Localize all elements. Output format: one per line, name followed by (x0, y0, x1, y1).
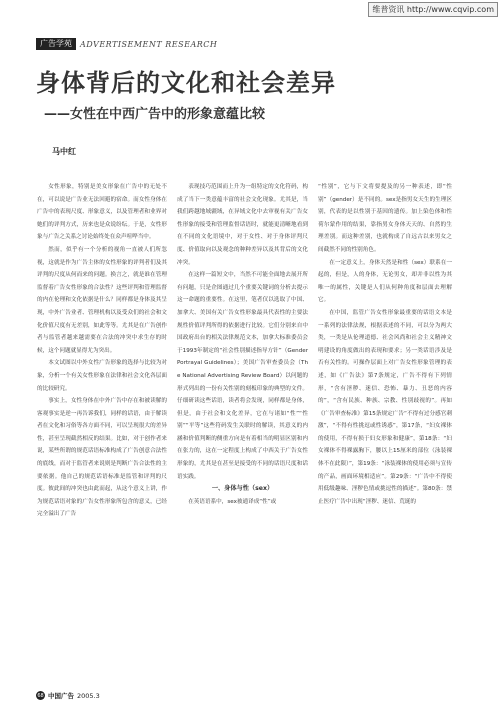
paragraph: 在英语语系中，sex被通译成“性”或 (188, 498, 277, 505)
section-tag: 广告学苑 (36, 38, 76, 50)
article-title: 身体背后的文化和社会差异 (36, 69, 336, 97)
section-english-label: ADVERTISEMENT RESEARCH (80, 39, 218, 49)
section-header (36, 38, 217, 50)
magazine-name: 中国广告 (48, 692, 74, 700)
paragraph: 事实上，女性身体在中外广告中存在和被读解的客观事实是逆一再告诉我们，同样的话语，由于解读者在文化和习俗等各方面不同，可以呈现很大的差异性，甚至呈现截然相反的结果。比如，对于创作者来说，某些所谓的规范话语标准构成了广告创意合法性的底线，而对于监管者来说则是判断广告合法性的主要依据。他自己的规范话语标准是监管和评判的尺度。彼此间的冲突也由此而起，从这个意义上讲，作为规范话语对象的广告女性形象所包含的意义，已经完全溢出了广告 (37, 398, 167, 518)
paragraph: 表现技巧范围而上升为一组特定的文化符码，构成了当下一类意蕴丰富的社会文化现象。尤其是，当我们跨越地域疆域，在异域文化中去审视有关广告女性形象的接受和管理监督话语时，就能更清晰地看到在不同的文化语境中，对于女性、对于身体评判尺度、价值取向以及观念的种种差异以及其背后的文化冲突。 (177, 184, 308, 266)
paragraph: 女性形象，特别是美女形象在广告中的无处不在，可以说是广告业无法回避的宿命。而女性身体在广告中的表现尺度、形象意义，以及管理者和业界对她们的评判方式，历来也是众说纷纭。于是，女性形象与广告之关系之讨论始终处在众声喧哗当中。 (37, 184, 167, 241)
paragraph: 然而，似乎有一个分析的视角一直被人们所忽视，这就是作为广告主体的女性形象的评判者们及其评判的尺度从何而来的问题。换言之，就是谁在管理监督着广告女性形象的合法性？这些评判和管理监督的内在伦理和文化依据是什么？同样都是身体及其呈现，中外广告业者、管理机构以及受众们的社会和文化价值尺度有无差别，如此等等。尤其是在广告创作者与监管者越来越需要在合法的冲突中求生存的时候，这个问题就显得尤为突出。 (37, 246, 167, 354)
author-name: 马中红 (52, 147, 76, 156)
page-footer (36, 691, 100, 700)
text-column-2 (177, 181, 308, 508)
watermark-banner: 维普资讯 http://www.cqvip.com (368, 2, 498, 17)
section-heading: 一、身体与性（sex） (211, 485, 274, 493)
text-column-3 (318, 181, 452, 508)
text-column-1 (37, 181, 167, 521)
paragraph: 在中国，监管广告女性形象最重要的话语文本是一系列的法律法规，根据表述的不同，可以分为两大类，一类是从伦理道德、社会风尚和社会主义精神文明建设的角度做出的表现和要求；另一类话语涉及是否有关性的。可操作层面上对广告女性形象管理的表述，如《广告法》第7条规定，广告不得有下列情形，“含有淫秽、迷信、恐怖、暴力、丑恶的内容的”，“含有民族、种族、宗教、性别歧视的”。再如《广告审查标准》第15条规定广告“不得有过分感官刺激”，“不得有性挑逗或性诱惑”，第17条，“妇女裸体的使用，不得有损于妇女形象和健康”，第18条：“妇女裸体不得裸露胸下，腰以上15厘米的部位（泳装裸体不在此限）”，第19条：“泳装裸体的使用必须与宣传的产品，画面环境相适应”。第29条：“广告中不得使用低级趣味、淫秽色情或挑逗性的描述”。第80条：禁止医疗广告中出现“淫秽、迷信、荒诞的 (318, 309, 452, 505)
page-number: 68 (37, 692, 44, 699)
paragraph: 在一定意义上，身体天然是和性（sex）联系在一起的，但是，人的身体，无论男女，却并非以性为其唯一的属性，关键是人们从何种角度和层面去理解它。 (318, 259, 452, 304)
paragraph: 在这样一篇短文中，当然不可能全面地去展开所有问题，只是企图通过几个重要关键词的分析去提示这一命题的重要性。在这里，笔者仅以选取了中国、加拿大、美国有关广告女性形象最具代表性的主要法规性价值评判所得的依据进行比较。它们分别来自中国政府出台的相关法律规范文本，加拿大标准委员会于1993年制定的“社会性别描述指导方针”（Gender Portrayal Guidelines）；美国广告审查委员会（The National Advertising Review Board）以问题的形式列出的一份有关性别的刻板印象的典型的文件。仔细研读这些话语，读者将会发现，同样都是身体，但是，由于社会和文化差异，它在与诸如“性”“性别”“平等”这些符码发生关联时的解读，其意义的内涵和价值判断的侧重方向是有着相当的明显区别和内在张力的，这在一定程度上构成了中西关于广告女性形象的，尤其是在甚至是接受的不同的话语尺度和话语实践。 (177, 272, 308, 480)
paragraph: “性别”，它与下文将要提及的另一种表述，即“性别”（gender）是不同的。sex是指男女天生的生理区别，代表的是以性别于基因的遗传。加上染色体和性荷尔蒙作用的结果，靠指男女身体天天的、自然的生理差别。而这种差别，也就构成了自远古以来男女之间截然不同的性别角色。 (318, 184, 452, 253)
article-subtitle: ——女性在中西广告中的形象意蕴比较 (44, 107, 266, 122)
issue-number: 2005.3 (77, 691, 100, 700)
paragraph: 本文试图以中外女性广告形象的选择与比较为对象，分析一个有关女性形象在法律和社会文化各层面的比较研究。 (37, 360, 167, 392)
